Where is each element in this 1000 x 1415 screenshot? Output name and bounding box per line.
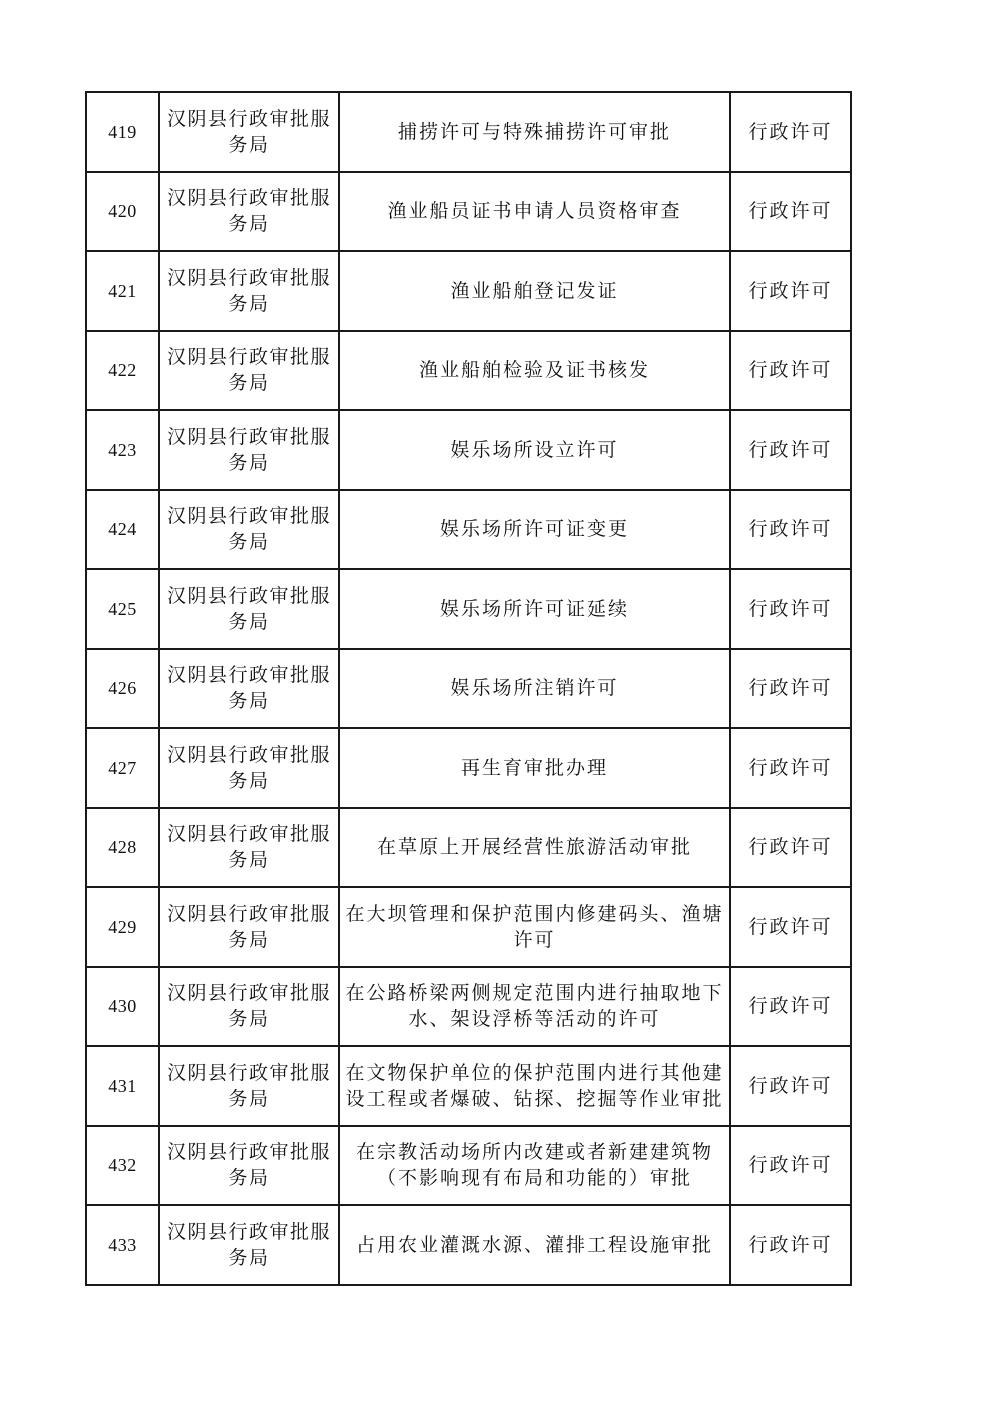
table-row xyxy=(86,172,851,252)
department-cell xyxy=(159,808,339,888)
item-list-table xyxy=(85,91,852,1286)
table-row xyxy=(86,490,851,570)
item-type: 行政许可 xyxy=(730,808,851,888)
department-line: 汉阴县行政审批服 xyxy=(166,584,331,607)
item-name: 娱乐场所设立许可 xyxy=(339,410,730,490)
item-type: 行政许可 xyxy=(730,1205,851,1285)
department-line: 汉阴县行政审批服 xyxy=(166,743,331,766)
department-line: 务局 xyxy=(228,610,270,633)
item-type: 行政许可 xyxy=(730,649,851,729)
item-type: 行政许可 xyxy=(730,331,851,411)
department-line: 汉阴县行政审批服 xyxy=(166,823,331,846)
item-type: 行政许可 xyxy=(730,251,851,331)
item-name: 再生育审批办理 xyxy=(339,728,730,808)
department-line: 汉阴县行政审批服 xyxy=(166,266,331,289)
department-line: 务局 xyxy=(228,849,270,872)
department-cell xyxy=(159,1046,339,1126)
item-type: 行政许可 xyxy=(730,887,851,967)
item-name: 渔业船员证书申请人员资格审查 xyxy=(339,172,730,252)
department-cell xyxy=(159,490,339,570)
department-line: 汉阴县行政审批服 xyxy=(166,425,331,448)
row-number: 426 xyxy=(86,649,159,729)
department-cell xyxy=(159,251,339,331)
item-name: 在文物保护单位的保护范围内进行其他建设工程或者爆破、钻探、挖掘等作业审批 xyxy=(339,1046,730,1126)
department-line: 务局 xyxy=(228,133,270,156)
department-line: 汉阴县行政审批服 xyxy=(166,1061,331,1084)
table-row xyxy=(86,331,851,411)
department-cell xyxy=(159,887,339,967)
item-type: 行政许可 xyxy=(730,1046,851,1126)
row-number: 429 xyxy=(86,887,159,967)
item-type: 行政许可 xyxy=(730,172,851,252)
item-name: 捕捞许可与特殊捕捞许可审批 xyxy=(339,92,730,172)
row-number: 430 xyxy=(86,967,159,1047)
table-row xyxy=(86,808,851,888)
department-cell xyxy=(159,331,339,411)
item-name: 在宗教活动场所内改建或者新建建筑物（不影响现有布局和功能的）审批 xyxy=(339,1126,730,1206)
department-line: 汉阴县行政审批服 xyxy=(166,664,331,687)
department-line: 务局 xyxy=(228,928,270,951)
department-line: 务局 xyxy=(228,451,270,474)
department-line: 务局 xyxy=(228,1008,270,1031)
table-row xyxy=(86,967,851,1047)
department-line: 汉阴县行政审批服 xyxy=(166,982,331,1005)
table-row xyxy=(86,1046,851,1126)
department-line: 汉阴县行政审批服 xyxy=(166,346,331,369)
table-row xyxy=(86,251,851,331)
row-number: 428 xyxy=(86,808,159,888)
table-row xyxy=(86,887,851,967)
item-type: 行政许可 xyxy=(730,490,851,570)
table-row xyxy=(86,728,851,808)
department-cell xyxy=(159,569,339,649)
item-type: 行政许可 xyxy=(730,967,851,1047)
item-type: 行政许可 xyxy=(730,728,851,808)
row-number: 425 xyxy=(86,569,159,649)
department-cell xyxy=(159,1205,339,1285)
row-number: 421 xyxy=(86,251,159,331)
item-name: 娱乐场所许可证延续 xyxy=(339,569,730,649)
row-number: 424 xyxy=(86,490,159,570)
item-name: 在草原上开展经营性旅游活动审批 xyxy=(339,808,730,888)
department-line: 务局 xyxy=(228,769,270,792)
table-row xyxy=(86,410,851,490)
department-line: 汉阴县行政审批服 xyxy=(166,1220,331,1243)
department-cell xyxy=(159,967,339,1047)
department-line: 务局 xyxy=(228,531,270,554)
department-line: 务局 xyxy=(228,292,270,315)
table-body xyxy=(86,92,851,1285)
item-name: 娱乐场所注销许可 xyxy=(339,649,730,729)
department-cell xyxy=(159,92,339,172)
item-name: 渔业船舶登记发证 xyxy=(339,251,730,331)
table-row xyxy=(86,92,851,172)
table-row xyxy=(86,649,851,729)
department-cell xyxy=(159,649,339,729)
department-cell xyxy=(159,172,339,252)
item-name: 娱乐场所许可证变更 xyxy=(339,490,730,570)
row-number: 432 xyxy=(86,1126,159,1206)
department-line: 务局 xyxy=(228,1246,270,1269)
item-name: 在公路桥梁两侧规定范围内进行抽取地下水、架设浮桥等活动的许可 xyxy=(339,967,730,1047)
table-row xyxy=(86,569,851,649)
item-name: 渔业船舶检验及证书核发 xyxy=(339,331,730,411)
department-cell xyxy=(159,728,339,808)
row-number: 433 xyxy=(86,1205,159,1285)
item-type: 行政许可 xyxy=(730,92,851,172)
item-name: 在大坝管理和保护范围内修建码头、渔塘许可 xyxy=(339,887,730,967)
department-cell xyxy=(159,1126,339,1206)
department-cell xyxy=(159,410,339,490)
department-line: 汉阴县行政审批服 xyxy=(166,1141,331,1164)
department-line: 务局 xyxy=(228,690,270,713)
table-row xyxy=(86,1205,851,1285)
department-line: 汉阴县行政审批服 xyxy=(166,107,331,130)
item-name: 占用农业灌溉水源、灌排工程设施审批 xyxy=(339,1205,730,1285)
department-line: 汉阴县行政审批服 xyxy=(166,505,331,528)
department-line: 务局 xyxy=(228,1167,270,1190)
row-number: 420 xyxy=(86,172,159,252)
department-line: 务局 xyxy=(228,213,270,236)
item-type: 行政许可 xyxy=(730,1126,851,1206)
item-type: 行政许可 xyxy=(730,410,851,490)
row-number: 427 xyxy=(86,728,159,808)
department-line: 务局 xyxy=(228,1087,270,1110)
department-line: 务局 xyxy=(228,372,270,395)
row-number: 422 xyxy=(86,331,159,411)
row-number: 431 xyxy=(86,1046,159,1126)
department-line: 汉阴县行政审批服 xyxy=(166,187,331,210)
table-row xyxy=(86,1126,851,1206)
row-number: 423 xyxy=(86,410,159,490)
row-number: 419 xyxy=(86,92,159,172)
department-line: 汉阴县行政审批服 xyxy=(166,902,331,925)
item-type: 行政许可 xyxy=(730,569,851,649)
